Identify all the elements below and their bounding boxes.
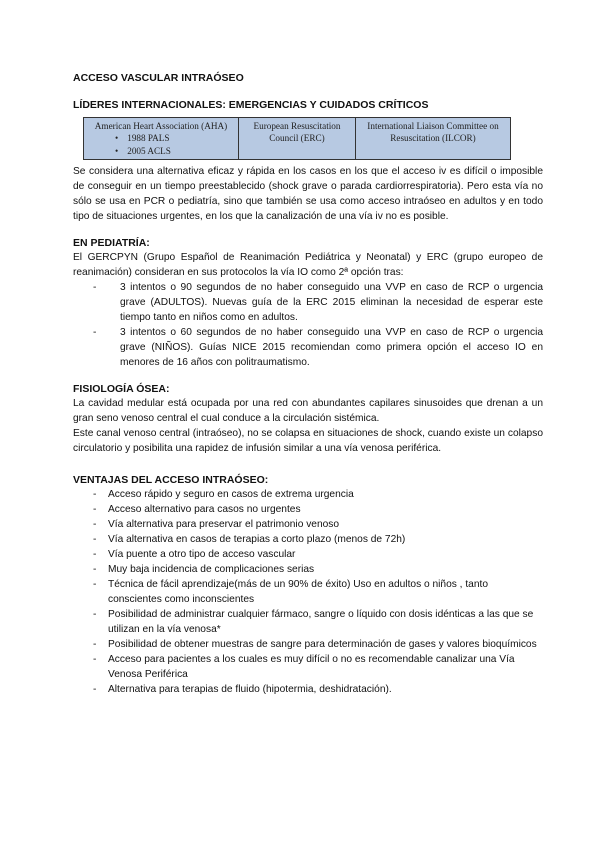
list-item: - Acceso alternativo para casos no urgentes <box>93 502 543 517</box>
erc-cell: European Resuscitation Council (ERC) <box>239 118 356 160</box>
list-item: - Posibilidad de administrar cualquier fármaco, sangre o líquido con dosis idénticas a las que se utilizan en la vía venosa* <box>93 607 543 637</box>
list-item: - Posibilidad de obtener muestras de sangre para determinación de gases y valores bioquímicos <box>93 637 543 652</box>
aha-cell <box>84 118 239 160</box>
list-item: - Alternativa para terapias de fluido (hipotermia, deshidratación). <box>93 682 543 697</box>
pediatria-list <box>73 280 543 370</box>
aha-list <box>87 132 235 157</box>
section-leaders-heading: LÍDERES INTERNACIONALES: EMERGENCIAS Y CUIDADOS CRÍTICOS <box>73 99 429 111</box>
list-item: - Vía puente a otro tipo de acceso vascular <box>93 547 543 562</box>
list-item: • 1988 PALS <box>129 132 235 144</box>
list-item: - Acceso para pacientes a los cuales es muy difícil o no es recomendable canalizar una Vía Venosa Periférica <box>93 652 543 682</box>
list-item: - 3 intentos o 90 segundos de no haber conseguido una VVP en caso de RCP o urgencia grave (ADULTOS). Nuevas guía de la ERC 2015 eliminan la necesidad de esperar este tiempo tanto en niños como en adultos. <box>93 280 543 325</box>
ventajas-list <box>73 487 543 697</box>
pediatria-heading: EN PEDIATRÍA: <box>73 237 150 250</box>
list-item: - Técnica de fácil aprendizaje(más de un 90% de éxito) Uso en adultos o niños , tanto conscientes como inconscientes <box>93 577 543 607</box>
pediatria-paragraph: El GERCPYN (Grupo Español de Reanimación Pediátrica y Neonatal) y ERC (grupo europeo de reanimación) consideran en sus protocolos la vía IO como 2ª opción tras: <box>73 252 543 279</box>
document-title: ACCESO VASCULAR INTRAÓSEO <box>73 72 244 84</box>
list-item: • 2005 ACLS <box>129 145 235 157</box>
fisiologia-paragraph-1: La cavidad medular está ocupada por una red con abundantes capilares sinusoides que drenan a un gran seno venoso central el cual conduce a la circulación sistémica. <box>73 398 543 425</box>
intro-paragraph: Se considera una alternativa eficaz y rápida en los casos en los que el acceso iv es difícil o imposible de conseguir en un tiempo preestablecido (shock grave o parada cardiorrespiratoria). Pero esta vía no sólo se usa en PCR o pediatría, sino que también se usa como acceso intraóseo en adultos y en todo tipo de situaciones urgentes, en los que la canalización de una vía iv no es posible. <box>73 166 543 223</box>
list-item: - Muy baja incidencia de complicaciones serias <box>93 562 543 577</box>
document-page <box>73 72 543 697</box>
fisiologia-paragraph-2: Este canal venoso central (intraóseo), no se colapsa en situaciones de shock, cuando existe un colapso circulatorio y posibilita una rapidez de infusión similar a una vía venosa periférica. <box>73 428 543 455</box>
organizations-table <box>83 117 511 160</box>
ilcor-cell: International Liaison Committee on Resuscitation (ILCOR) <box>356 118 511 160</box>
list-item: - 3 intentos o 60 segundos de no haber conseguido una VVP en caso de RCP o urgencia grave (NIÑOS). Guías NICE 2015 recomiendan como primera opción el acceso IO en menores de 16 años con politraumatismo. <box>93 325 543 370</box>
table-row <box>84 118 511 160</box>
aha-title: American Heart Association (AHA) <box>94 121 228 131</box>
fisiologia-heading: FISIOLOGÍA ÓSEA: <box>73 383 170 396</box>
list-item: - Vía alternativa para preservar el patrimonio venoso <box>93 517 543 532</box>
list-item: - Acceso rápido y seguro en casos de extrema urgencia <box>93 487 543 502</box>
list-item: - Vía alternativa en casos de terapias a corto plazo (menos de 72h) <box>93 532 543 547</box>
ventajas-heading: VENTAJAS DEL ACCESO INTRAÓSEO: <box>73 474 269 487</box>
